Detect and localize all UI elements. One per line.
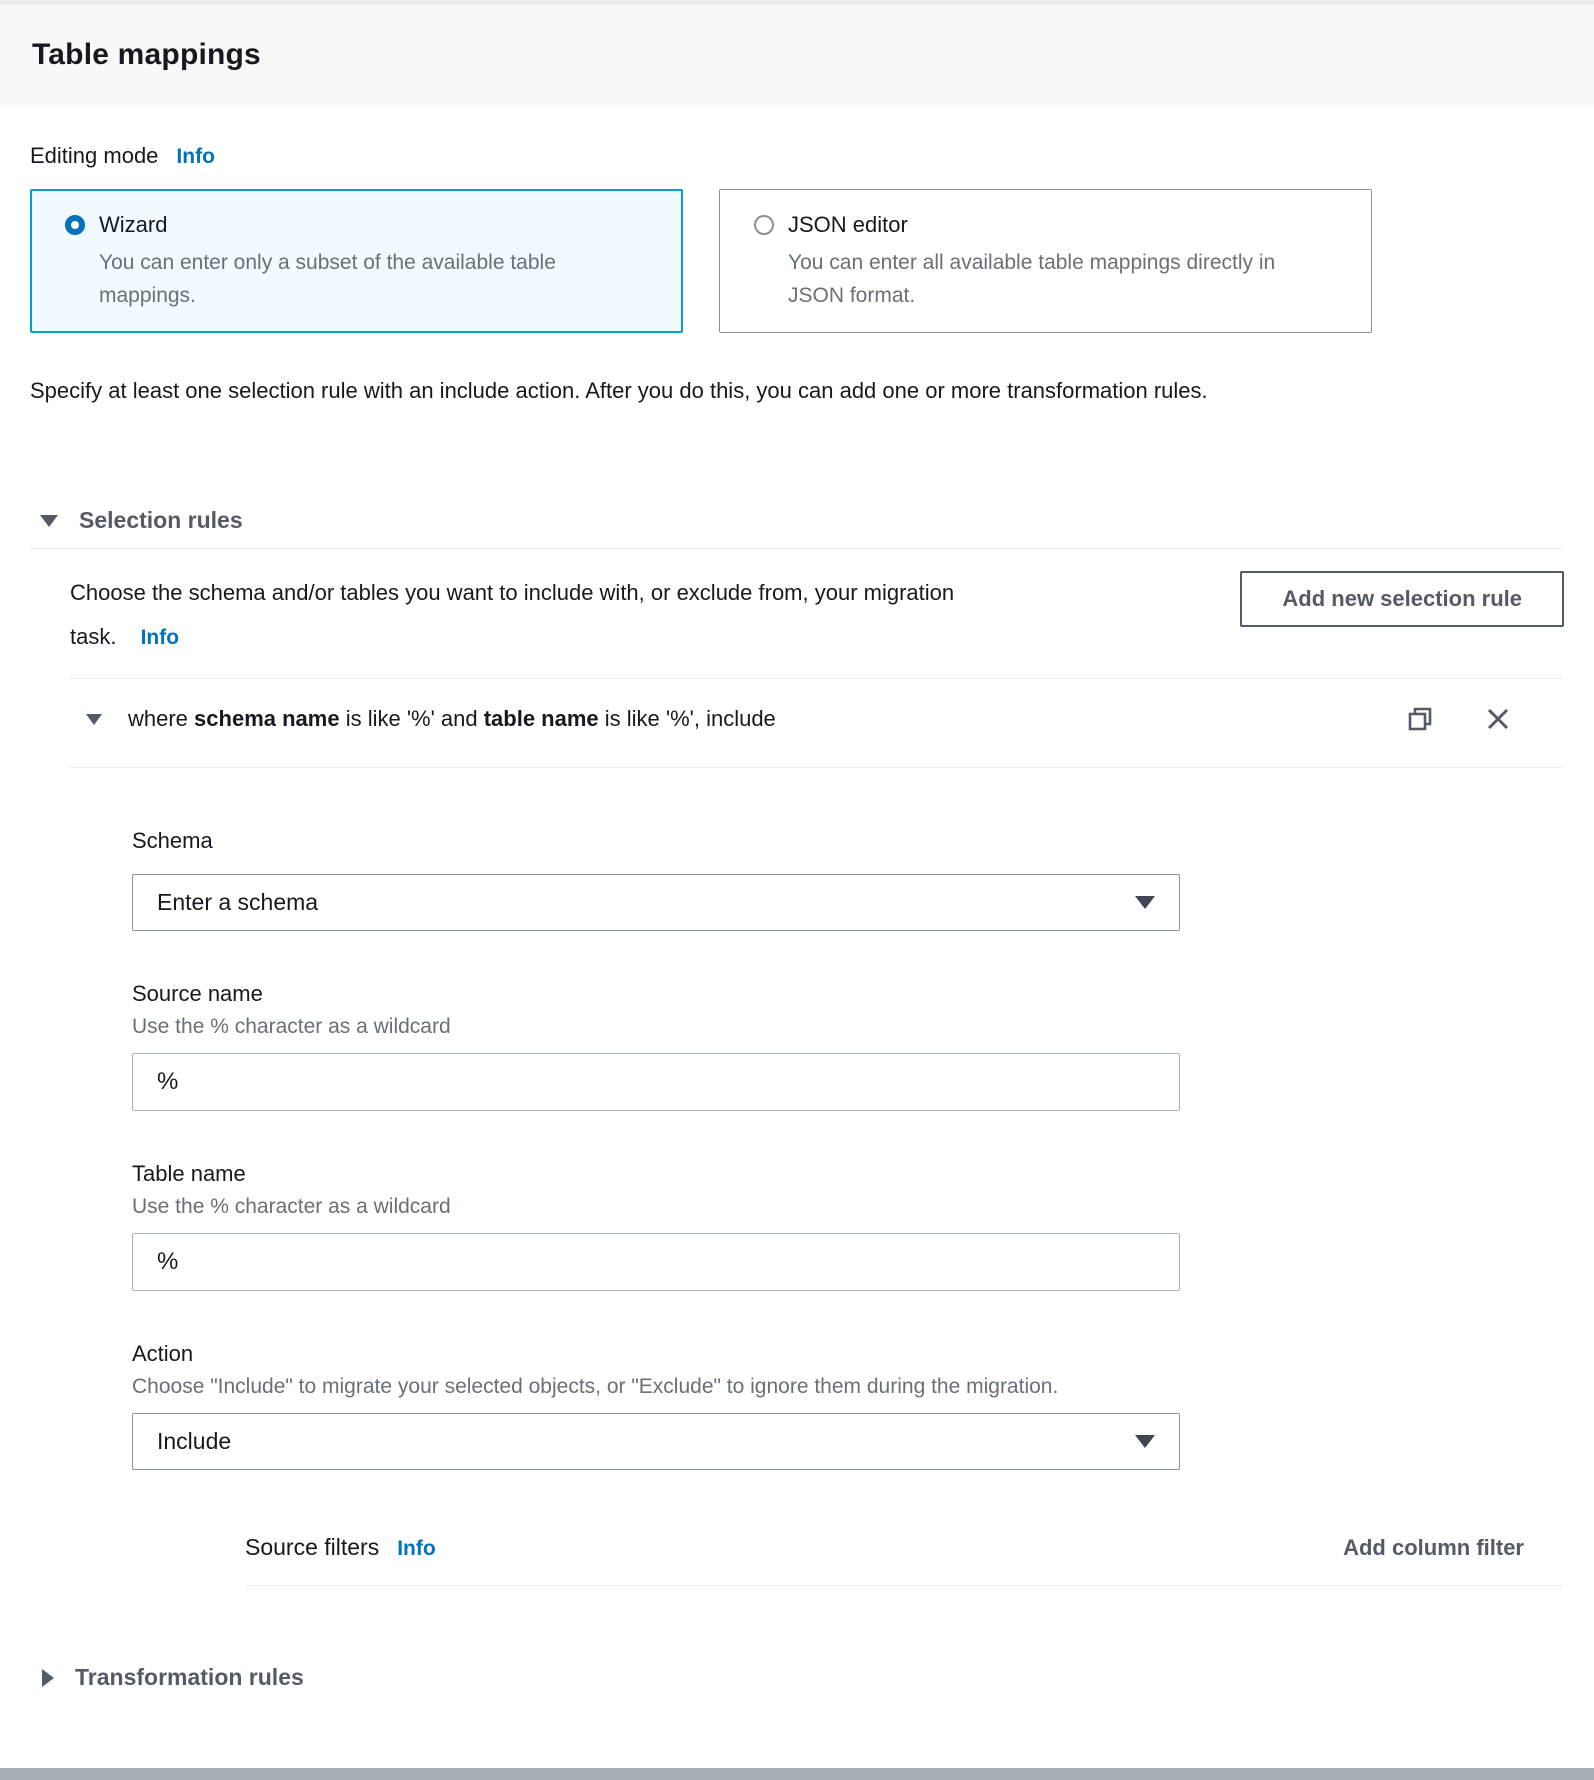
transformation-rules-title: Transformation rules (75, 1664, 304, 1691)
selection-rules-info-link[interactable]: Info (140, 626, 180, 650)
editing-mode-label: Editing mode (30, 143, 159, 168)
table-name-label: Table name (132, 1161, 246, 1187)
page-title: Table mappings (32, 38, 261, 71)
transformation-rules-toggle[interactable] (30, 1664, 1564, 1691)
rule-summary-suffix: is like '%', include (598, 706, 776, 732)
wizard-option-label: Wizard (99, 212, 168, 237)
editing-mode-options (30, 189, 1564, 333)
wizard-option-description: You can enter only a subset of the available table mappings. (99, 251, 556, 307)
schema-select-value: Enter a schema (157, 889, 319, 916)
add-selection-rule-button[interactable]: Add new selection rule (1240, 571, 1564, 627)
chevron-down-icon (1135, 1435, 1155, 1448)
rule-summary-prefix: where (128, 706, 195, 732)
rule-summary-schema: schema name (194, 706, 340, 732)
bottom-panel-edge (0, 1768, 1594, 1780)
radio-unselected-icon[interactable] (754, 215, 774, 235)
table-name-hint: Use the % character as a wildcard (132, 1195, 451, 1219)
selection-rules-description: Choose the schema and/or tables you want to include with, or exclude from, your migration task. (70, 580, 955, 650)
rule-expand-chevron-down-icon[interactable] (86, 714, 102, 725)
close-icon (1484, 705, 1512, 733)
copy-icon (1406, 705, 1434, 733)
add-column-filter-button[interactable]: Add column filter (1343, 1535, 1524, 1561)
editing-mode-option-json-editor[interactable] (719, 189, 1372, 333)
source-filters-divider (245, 1585, 1564, 1586)
editing-mode-option-wizard[interactable] (30, 189, 683, 333)
rule-summary (128, 706, 776, 732)
schema-label: Schema (132, 828, 213, 854)
rule-body-divider (68, 767, 1564, 768)
selection-rules-toggle[interactable] (30, 507, 1564, 534)
radio-selected-icon[interactable] (65, 215, 85, 235)
json-editor-option-description: You can enter all available table mappings directly in JSON format. (788, 251, 1276, 307)
chevron-right-icon (42, 1669, 54, 1687)
action-label: Action (132, 1341, 194, 1367)
rule-summary-table: table name (483, 706, 599, 732)
source-name-input[interactable] (132, 1053, 1180, 1111)
chevron-down-icon (1135, 896, 1155, 909)
schema-select[interactable] (132, 874, 1180, 931)
editing-mode-info-link[interactable]: Info (176, 145, 215, 168)
source-name-hint: Use the % character as a wildcard (132, 1015, 451, 1039)
intro-text: Specify at least one selection rule with an include action. After you do this, you can add one or more transformation rules. (30, 378, 1208, 404)
remove-rule-button[interactable] (1484, 705, 1512, 733)
copy-rule-button[interactable] (1406, 705, 1434, 733)
selection-rules-title: Selection rules (79, 507, 243, 534)
rule-summary-mid: is like '%' and (339, 706, 484, 732)
table-name-input[interactable] (132, 1233, 1180, 1291)
panel-header (0, 5, 1594, 105)
rule-list-divider (68, 678, 1564, 679)
action-select[interactable] (132, 1413, 1180, 1470)
source-filters-label: Source filters (245, 1534, 380, 1561)
json-editor-option-label: JSON editor (788, 212, 908, 237)
action-select-value: Include (157, 1428, 232, 1455)
chevron-down-icon (40, 515, 58, 527)
section-divider (30, 548, 1564, 549)
action-hint: Choose "Include" to migrate your selected objects, or "Exclude" to ignore them during the migration. (132, 1375, 1059, 1399)
source-filters-info-link[interactable]: Info (397, 1537, 436, 1561)
source-name-label: Source name (132, 981, 263, 1007)
